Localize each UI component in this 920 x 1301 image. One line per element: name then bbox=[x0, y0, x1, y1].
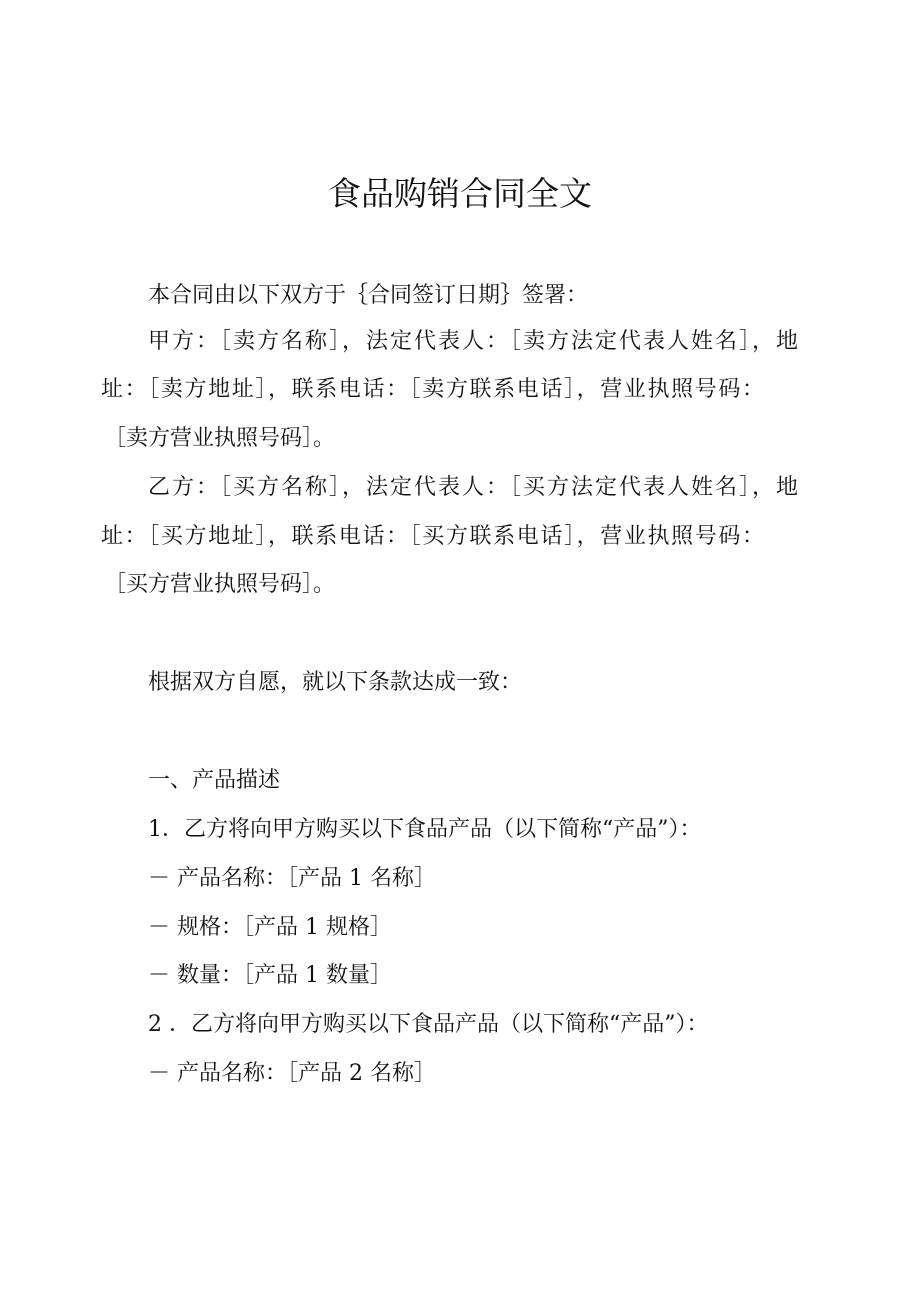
party-b-line-2: 址：［买方地址］，联系电话：［买方联系电话］，营业执照号码： bbox=[101, 524, 764, 549]
party-b-line-3: ［买方营业执照号码］。 bbox=[104, 572, 336, 597]
intro-paragraph: 本合同由以下双方于｛合同签订日期｝签署： bbox=[148, 283, 589, 308]
item-1-name: － 产品名称：［产品 1 名称］ bbox=[148, 866, 436, 891]
party-a-line-1: 甲方：［卖方名称］，法定代表人：［卖方法定代表人姓名］，地 bbox=[148, 329, 798, 354]
agreement-paragraph: 根据双方自愿，就以下条款达成一致： bbox=[148, 670, 523, 695]
item-1-quantity: － 数量：［产品 1 数量］ bbox=[148, 963, 392, 988]
item-1-spec: － 规格：［产品 1 规格］ bbox=[148, 915, 392, 940]
party-a-line-2: 址：［卖方地址］，联系电话：［卖方联系电话］，营业执照号码： bbox=[101, 377, 764, 402]
document-title: 食品购销合同全文 bbox=[328, 174, 592, 213]
section-1-heading: 一、产品描述 bbox=[148, 768, 281, 793]
party-a-line-3: ［卖方营业执照号码］。 bbox=[104, 426, 336, 451]
item-2-name: － 产品名称：［产品 2 名称］ bbox=[148, 1061, 436, 1086]
party-b-line-1: 乙方：［买方名称］，法定代表人：［买方法定代表人姓名］，地 bbox=[148, 475, 798, 500]
item-2-intro: 2 ．乙方将向甲方购买以下食品产品（以下简称“产品”）： bbox=[148, 1012, 709, 1037]
item-1-intro: 1．乙方将向甲方购买以下食品产品（以下简称“产品”）： bbox=[148, 817, 702, 842]
